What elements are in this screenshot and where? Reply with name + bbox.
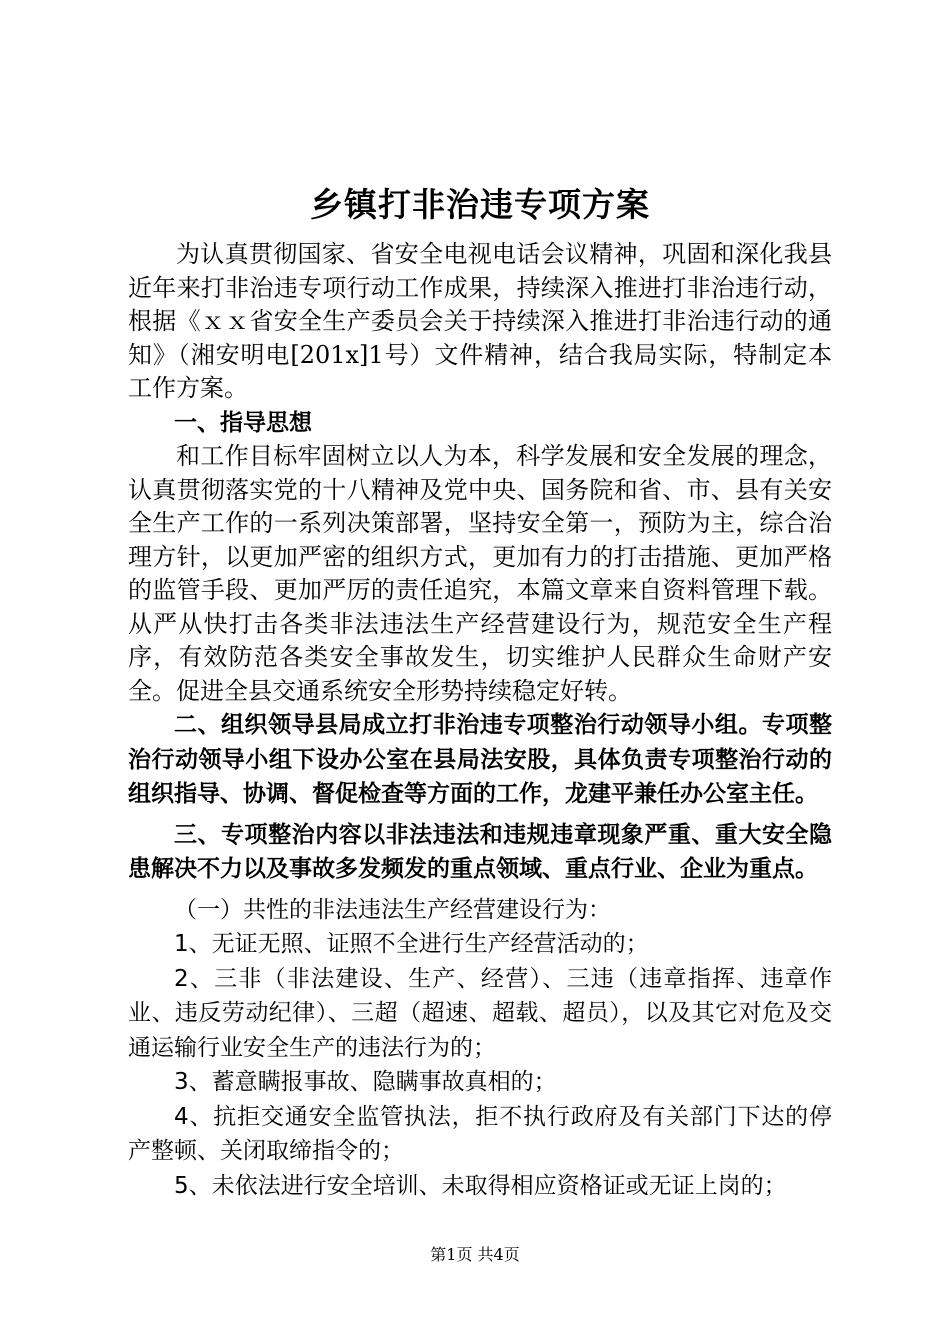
list-item-1: 1、无证无照、证照不全进行生产经营活动的；	[174, 931, 649, 957]
document-title: 乡镇打非治违专项方案	[310, 185, 650, 224]
guiding-thought-paragraph: 和工作目标牢固树立以人为本，科学发展和安全发展的理念，认真贯彻落实党的十八精神及党中央、国务院和省、市、县有关安全生产工作的一系列决策部署，坚持安全第一，预防为主，综合治理方针，以更加严密的组织方式，更加有力的打击措施、更加严格的监管手段、更加严厉的责任追究，本篇文章来自资料管理下载。从严从快打击各类非法违法生产经营建设行为，规范安全生产程序，有效防范各类安全事故发生，切实维护人民群众生命财产安全。促进全县交通系统安全形势持续稳定好转。	[128, 442, 832, 705]
rectification-content-paragraph: 三、专项整治内容以非法违法和违规违章现象严重、重大安全隐患解决不力以及事故多发频发的重点领域、重点行业、企业为重点。	[128, 821, 832, 882]
list-item-5: 5、未依法进行安全培训、未取得相应资格证或无证上岗的；	[174, 1172, 787, 1199]
document-body	[128, 180, 832, 1203]
intro-paragraph: 为认真贯彻国家、省安全电视电话会议精神，巩固和深化我县近年来打非治违专项行动工作成果，持续深入推进打非治违行动，根据《ｘｘ省安全生产委员会关于持续深入推进打非治违行动的通知》（湘安明电[201x]1号）文件精神，结合我局实际，特制定本工作方案。	[128, 240, 832, 402]
list-item-4: 4、抗拒交通安全监管执法，拒不执行政府及有关部门下达的停产整顿、关闭取缔指令的；	[128, 1103, 832, 1164]
list-item-3: 3、蓄意瞒报事故、隐瞒事故真相的；	[174, 1069, 557, 1095]
subsection-heading-common-violations: （一）共性的非法违法生产经营建设行为：	[174, 896, 611, 923]
organization-leadership-paragraph: 二、组织领导县局成立打非治违专项整治行动领导小组。专项整治行动领导小组下设办公室在县局法安股，具体负责专项整治行动的组织指导、协调、督促检查等方面的工作，龙建平兼任办公室主任。	[128, 712, 832, 807]
list-item-2: 2、三非（非法建设、生产、经营）、三违（违章指挥、违章作业、违反劳动纪律）、三超（超速、超载、超员），以及其它对危及交通运输行业安全生产的违法行为的；	[128, 965, 832, 1061]
section-heading-guiding-thought: 一、指导思想	[174, 409, 312, 436]
page-number-footer: 第1页 共4页	[430, 1245, 520, 1264]
